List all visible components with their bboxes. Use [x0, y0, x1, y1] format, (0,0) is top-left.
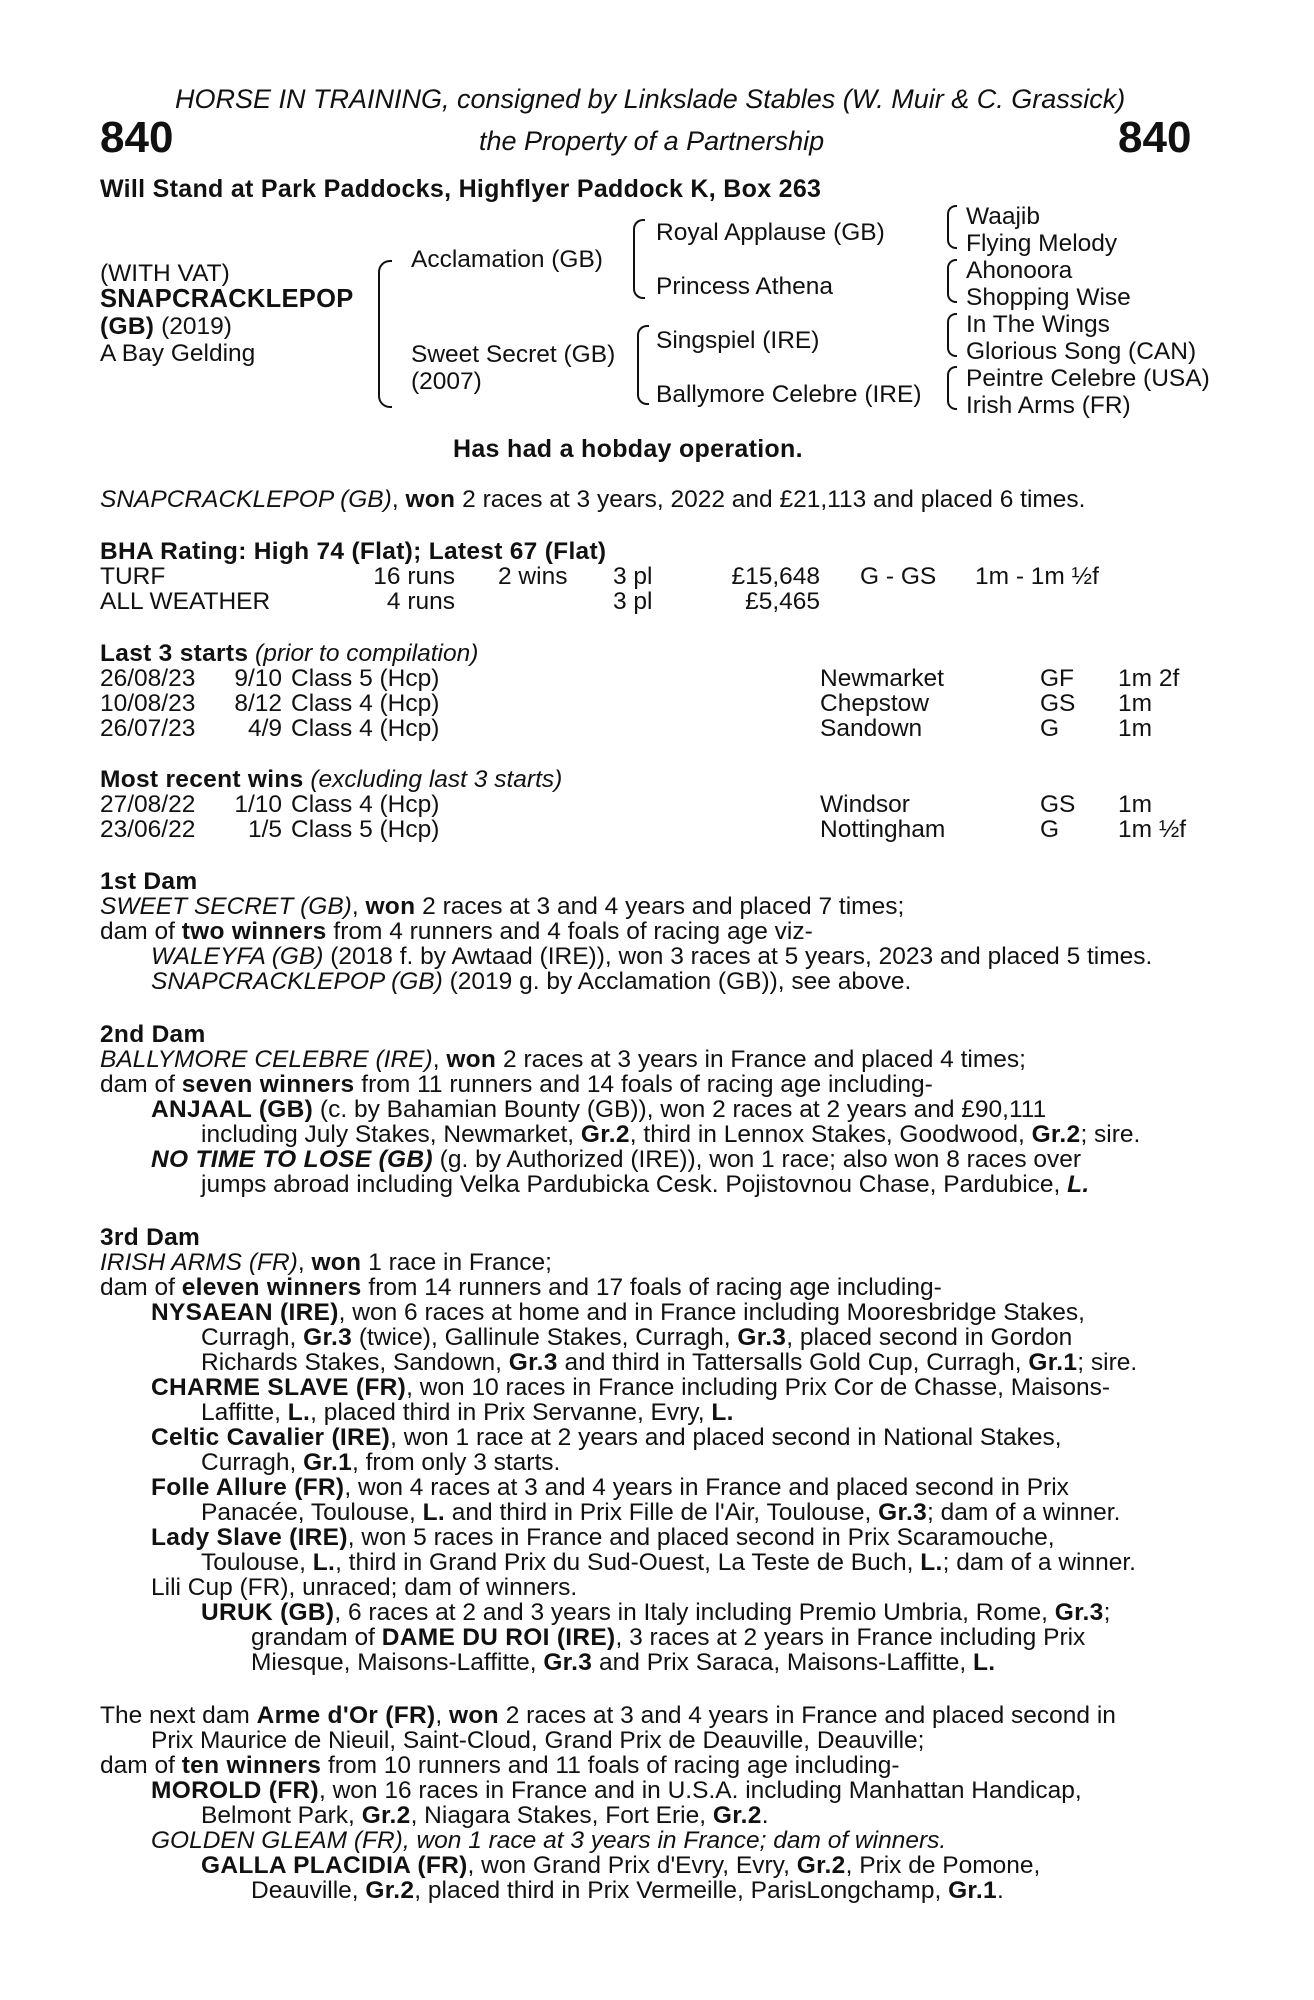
dam3-line-1: IRISH ARMS (FR), won 1 race in France;	[100, 1249, 552, 1276]
vat-note: (WITH VAT)	[100, 260, 230, 287]
pedigree-brace-ggp3	[947, 313, 957, 357]
pedigree-dam-year: (2007)	[411, 368, 482, 395]
horse-year: (2019)	[161, 313, 232, 340]
pedigree-ggp-4: Shopping Wise	[966, 284, 1131, 311]
dam3-line-2: dam of eleven winners from 14 runners and 17 foals of racing age including-	[100, 1274, 942, 1301]
horse-country-year	[100, 314, 232, 340]
pedigree-brace-ggp1	[947, 205, 957, 249]
pedigree-granddam-1: Princess Athena	[656, 273, 834, 300]
folle-allure-line-1: Folle Allure (FR), won 4 races at 3 and 4 years in France and placed second in Prix	[151, 1474, 1069, 1501]
anjaal-line-1: ANJAAL (GB) (c. by Bahamian Bounty (GB)), won 2 races at 2 years and £90,111	[151, 1096, 1047, 1123]
pedigree-brace-ggp2	[947, 259, 957, 303]
dam2-line-1: BALLYMORE CELEBRE (IRE), won 2 races at 3 years in France and placed 4 times;	[100, 1046, 1026, 1073]
pedigree-grandsire-1: Royal Applause (GB)	[656, 219, 885, 246]
celtic-cavalier-line-1: Celtic Cavalier (IRE), won 1 race at 2 years and placed second in National Stakes,	[151, 1424, 1062, 1451]
horse-name: SNAPCRACKLEPOP	[100, 285, 354, 313]
charme-slave-line-2: Laffitte, L., placed third in Prix Servanne, Evry, L.	[201, 1399, 734, 1426]
golden-gleam-line: GOLDEN GLEAM (FR), won 1 race at 3 years in France; dam of winners.	[151, 1827, 947, 1854]
charme-slave-line-1: CHARME SLAVE (FR), won 10 races in France including Prix Cor de Chasse, Maisons-	[151, 1374, 1111, 1401]
pedigree-brace-ggp4	[947, 366, 957, 410]
next-dam-line-3: dam of ten winners from 10 runners and 11 foals of racing age including-	[100, 1752, 900, 1779]
morold-line-2: Belmont Park, Gr.2, Niagara Stakes, Fort Erie, Gr.2.	[201, 1802, 769, 1829]
galla-placidia-line-1: GALLA PLACIDIA (FR), won Grand Prix d'Evry, Evry, Gr.2, Prix de Pomone,	[201, 1852, 1041, 1879]
anjaal-line-2: including July Stakes, Newmarket, Gr.2, third in Lennox Stakes, Goodwood, Gr.2; sire.	[201, 1121, 1141, 1148]
pedigree-ggp-8: Irish Arms (FR)	[966, 392, 1131, 419]
dam2-heading: 2nd Dam	[100, 1021, 206, 1048]
no-time-to-lose-line-2: jumps abroad including Velka Pardubicka Cesk. Pojistovnou Chase, Pardubice, L.	[201, 1171, 1090, 1198]
next-dam-line-2: Prix Maurice de Nieuil, Saint-Cloud, Grand Prix de Deauville, Deauville;	[151, 1727, 925, 1754]
pedigree-ggp-1: Waajib	[966, 203, 1040, 230]
uruk-line-2: grandam of DAME DU ROI (IRE), 3 races at 2 years in France including Prix	[251, 1624, 1086, 1651]
pedigree-brace-dam	[637, 325, 649, 405]
lot-number-left: 840	[100, 113, 174, 162]
pedigree-ggp-2: Flying Melody	[966, 230, 1118, 257]
hobday-note: Has had a hobday operation.	[453, 435, 803, 463]
morold-line-1: MOROLD (FR), won 16 races in France and in U.S.A. including Manhattan Handicap,	[151, 1777, 1082, 1804]
recent-wins-heading: Most recent wins (excluding last 3 starts)	[100, 766, 563, 793]
pedigree-ggp-7: Peintre Celebre (USA)	[966, 365, 1210, 392]
pedigree-dam: Sweet Secret (GB)	[411, 341, 616, 368]
uruk-line-1: URUK (GB), 6 races at 2 and 3 years in Italy including Premio Umbria, Rome, Gr.3;	[201, 1599, 1111, 1626]
pedigree-grandsire-2: Singspiel (IRE)	[656, 327, 820, 354]
dam3-heading: 3rd Dam	[100, 1224, 201, 1251]
next-dam-line-1: The next dam Arme d'Or (FR), won 2 races at 3 and 4 years in France and placed second in	[100, 1702, 1116, 1729]
last3-heading: Last 3 starts (prior to compilation)	[100, 640, 479, 667]
pedigree-brace-sire-dam	[378, 260, 392, 408]
catalogue-page: HORSE IN TRAINING, consigned by Linkslade Stables (W. Muir & C. Grassick) 840 the Property of a Partnership 840 Will Stand at Park Paddocks, Highflyer Paddock K, Box 263 (WITH VAT) SNAPCRACKLEPOP (GB) (2019) A Bay Gelding Acclamation (GB) Sweet Secret (GB) (2007) Royal Applause (GB) Princess Athena Singspiel (IRE) Ballymore Celebre (IRE) Waajib Flying Melody Ahonoora Shopping Wise In The Wings Glorious Song (CAN) Peintre Celebre (USA) Irish Arms (FR) Has had a hobday operation. SNAPCRACKLEPOP (GB), won 2 races at 3 years, 2022 and £21,113 and placed 6 times. BHA Rating: High 74 (Flat); Latest 67 (Flat) TURF 16 runs 2 wins 3 pl £15,648 G - GS 1m - 1m ½f ALL WEATHER 4 runs 3 pl £5,465 Last 3 starts (prior to compilation) 26/08/23 9/10 Class 5 (Hcp) Newmarket GF 1m 2f 10/08/23 8/12 Class 4 (Hcp) Chepstow GS 1m 26/07/23 4/9 Class 4 (Hcp) Sandown G 1m Most recent wins (excluding last 3 starts) 27/08/22 1/10 Class 4 (Hcp) Windsor GS 1m 23/06/22 1/5 Class 5 (Hcp) Nottingham G 1m ½f 1st Dam SWEET SECRET (GB), won 2 races at 3 and 4 years and placed 7 times; dam of two winners from 4 runners and 4 foals of racing age viz- WALEYFA (GB) (2018 f. by Awtaad (IRE)), won 3 races at 5 years, 2023 and placed 5 times. SNAPCRACKLEPOP (GB) (2019 g. by Acclamation (GB)), see above. 2nd Dam BALLYMORE CELEBRE (IRE), won 2 races at 3 years in France and placed 4 times; dam of seven winners from 11 runners and 14 foals of racing age including- ANJAAL (GB) (c. by Bahamian Bounty (GB)), won 2 races at 2 years and £90,111 including July Stakes, Newmarket, Gr.2, third in Lennox Stakes, Goodwood, Gr.2; sire. NO TIME TO LOSE (GB) (g. by Authorized (IRE)), won 1 race; also won 8 races over jumps abroad including Velka Pardubicka Cesk. Pojistovnou Chase, Pardubice, L. 3rd Dam IRISH ARMS (FR), won 1 race in France; dam of eleven winners from 14 runners and 17 foals of racing age including- NYSAEAN (IRE), won 6 races at home and in France including Mooresbridge Stakes, Curragh, Gr.3 (twice), Gallinule Stakes, Curragh, Gr.3, placed second in Gordon Richards Stakes, Sandown, Gr.3 and third in Tattersalls Gold Cup, Curragh, Gr.1; sire. CHARME SLAVE (FR), won 10 races in France including Prix Cor de Chasse, Maisons- Laffitte, L., placed third in Prix Servanne, Evry, L. Celtic Cavalier (IRE), won 1 race at 2 years and placed second in National Stakes, Curragh, Gr.1, from only 3 starts. Folle Allure (FR), won 4 races at 3 and 4 years in France and placed second in Prix Panacée, Toulouse, L. and third in Prix Fille de l'Air, Toulouse, Gr.3; dam of a winner. Lady Slave (IRE), won 5 races in France and placed second in Prix Scaramouche, Toulouse, L., third in Grand Prix du Sud-Ouest, La Teste de Buch, L.; dam of a winner. Lili Cup (FR), unraced; dam of winners. URUK (GB), 6 races at 2 and 3 years in Italy including Premio Umbria, Rome, Gr.3; grandam of DAME DU ROI (IRE), 3 races at 2 years in France including Prix Miesque, Maisons-Laffitte, Gr.3 and Prix Saraca, Maisons-Laffitte, L. The next dam Arme d'Or (FR), won 2 races at 3 and 4 years in France and placed second in Prix Maurice de Nieuil, Saint-Cloud, Grand Prix de Deauville, Deauville; dam of ten winners from 10 runners and 11 foals of racing age including- MOROLD (FR), won 16 races in France and in U.S.A. including Manhattan Handicap, Belmont Park, Gr.2, Niagara Stakes, Fort Erie, Gr.2. GOLDEN GLEAM (FR), won 1 race at 3 years in France; dam of winners. GALLA PLACIDIA (FR), won Grand Prix d'Evry, Evry, Gr.2, Prix de Pomone, Deauville, Gr.2, placed third in Prix Vermeille, ParisLongchamp, Gr.1.	[100, 84, 1210, 1904]
header-property: the Property of a Partnership	[479, 126, 825, 156]
pedigree-granddam-2: Ballymore Celebre (IRE)	[656, 381, 922, 408]
nysaean-line-3: Richards Stakes, Sandown, Gr.3 and third in Tattersalls Gold Cup, Curragh, Gr.1; sire.	[201, 1349, 1138, 1376]
dam1-line-2: dam of two winners from 4 runners and 4 foals of racing age viz-	[100, 918, 813, 945]
celtic-cavalier-line-2: Curragh, Gr.1, from only 3 starts.	[201, 1449, 561, 1476]
dam1-heading: 1st Dam	[100, 868, 198, 895]
galla-placidia-line-2: Deauville, Gr.2, placed third in Prix Vermeille, ParisLongchamp, Gr.1.	[251, 1877, 1004, 1904]
header-consignor: HORSE IN TRAINING, consigned by Linkslade Stables (W. Muir & C. Grassick)	[175, 84, 1126, 114]
pedigree-sire: Acclamation (GB)	[411, 246, 603, 273]
lot-number-right: 840	[1118, 113, 1192, 162]
horse-country: (GB)	[100, 313, 155, 340]
dam1-progeny-1: WALEYFA (GB) (2018 f. by Awtaad (IRE)), won 3 races at 5 years, 2023 and placed 5 times.	[151, 943, 1153, 970]
pedigree-brace-sire	[633, 219, 645, 299]
lili-cup-line: Lili Cup (FR), unraced; dam of winners.	[151, 1574, 578, 1601]
horse-description: A Bay Gelding	[100, 340, 256, 367]
dam1-progeny-2: SNAPCRACKLEPOP (GB) (2019 g. by Acclamation (GB)), see above.	[151, 968, 912, 995]
dam1-line-1: SWEET SECRET (GB), won 2 races at 3 and 4 years and placed 7 times;	[100, 893, 905, 920]
no-time-to-lose-line-1: NO TIME TO LOSE (GB) (g. by Authorized (IRE)), won 1 race; also won 8 races over	[151, 1146, 1082, 1173]
nysaean-line-1: NYSAEAN (IRE), won 6 races at home and in France including Mooresbridge Stakes,	[151, 1299, 1085, 1326]
dam2-line-2: dam of seven winners from 11 runners and 14 foals of racing age including-	[100, 1071, 933, 1098]
uruk-line-3: Miesque, Maisons-Laffitte, Gr.3 and Prix Saraca, Maisons-Laffitte, L.	[251, 1649, 996, 1676]
folle-allure-line-2: Panacée, Toulouse, L. and third in Prix Fille de l'Air, Toulouse, Gr.3; dam of a winner.	[201, 1499, 1121, 1526]
bha-rating-heading: BHA Rating: High 74 (Flat); Latest 67 (Flat)	[100, 538, 607, 565]
pedigree-ggp-5: In The Wings	[966, 311, 1110, 338]
pedigree-ggp-3: Ahonoora	[966, 257, 1073, 284]
nysaean-line-2: Curragh, Gr.3 (twice), Gallinule Stakes, Curragh, Gr.3, placed second in Gordon	[201, 1324, 1073, 1351]
pedigree-ggp-6: Glorious Song (CAN)	[966, 338, 1197, 365]
lady-slave-line-1: Lady Slave (IRE), won 5 races in France and placed second in Prix Scaramouche,	[151, 1524, 1055, 1551]
lady-slave-line-2: Toulouse, L., third in Grand Prix du Sud-Ouest, La Teste de Buch, L.; dam of a winner.	[201, 1549, 1136, 1576]
stand-location: Will Stand at Park Paddocks, Highflyer Paddock K, Box 263	[100, 175, 822, 203]
race-summary: SNAPCRACKLEPOP (GB), won 2 races at 3 years, 2022 and £21,113 and placed 6 times.	[100, 486, 1086, 513]
